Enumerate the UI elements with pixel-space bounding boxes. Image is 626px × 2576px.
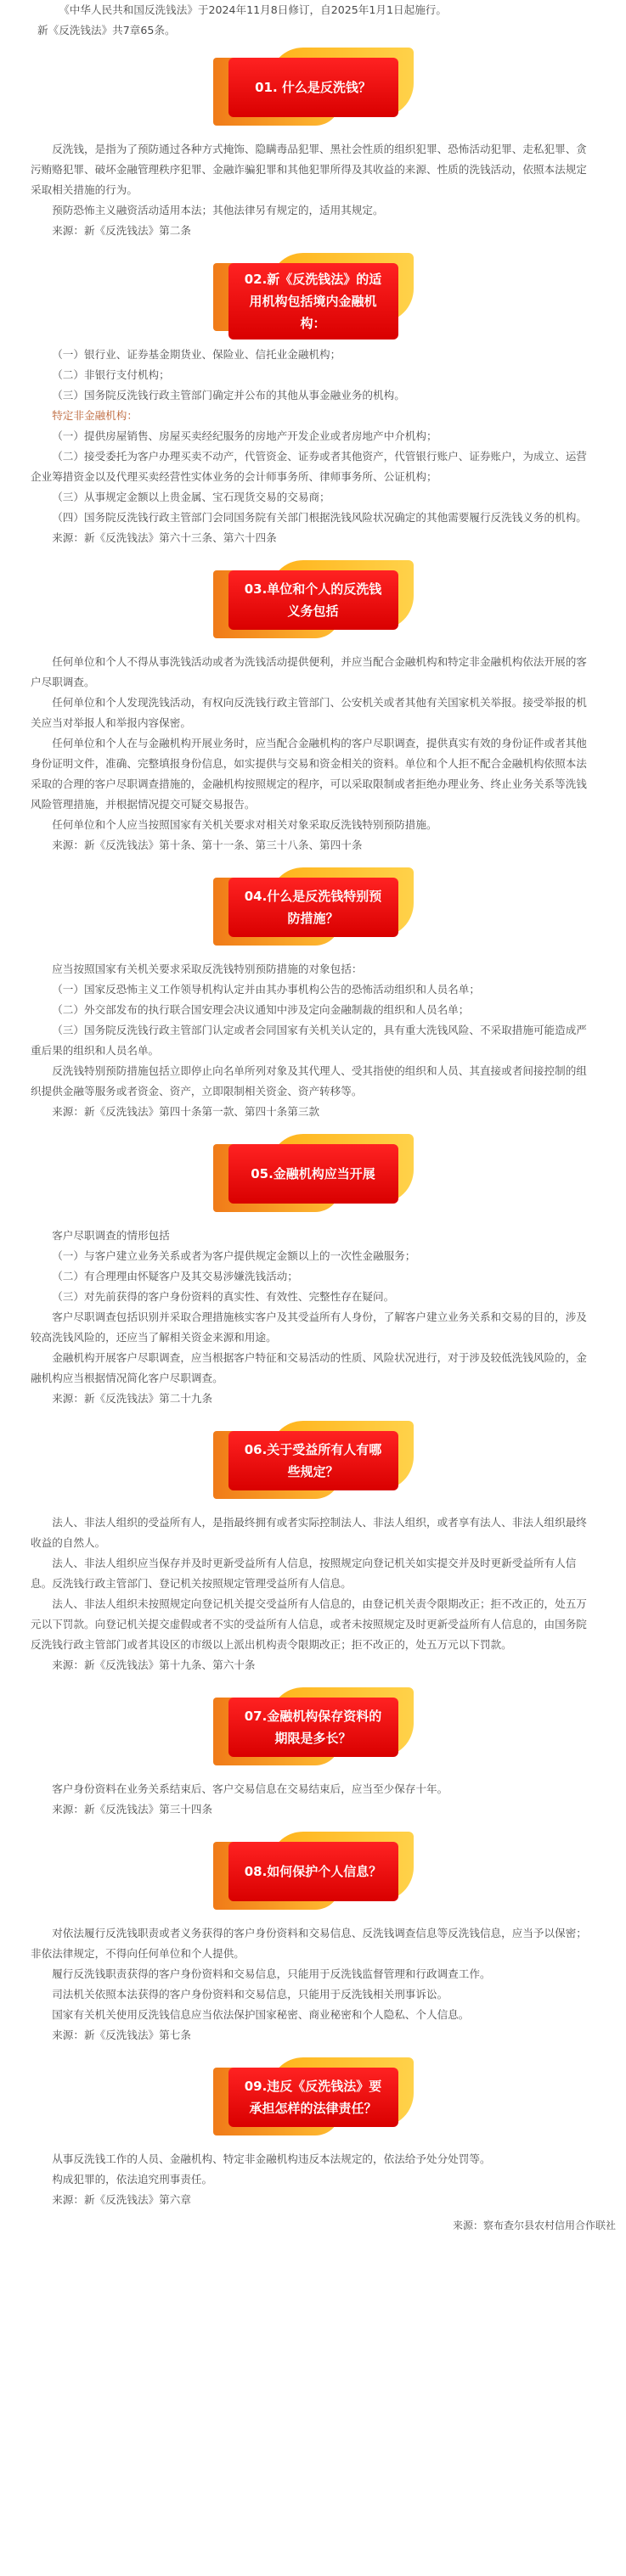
paragraph: 客户身份资料在业务关系结束后、客户交易信息在交易结束后，应当至少保存十年。 [52,1782,448,1795]
section-title-box [228,1431,398,1490]
section-title-box [228,1698,398,1757]
paragraph: （二）非银行支付机构； [52,368,170,381]
paragraph: （二）外交部发布的执行联合国安理会决议通知中涉及定向金融制裁的组织和人员名单； [52,1003,470,1016]
section-body [0,1923,626,2046]
section-header [0,1129,626,1221]
paragraph: 履行反洗钱职责获得的客户身份资料和交易信息，只能用于反洗钱监督管理和行政调查工作。 [52,1967,491,1980]
sections-container [0,42,626,2210]
section-title-box [228,878,398,937]
section-header [0,42,626,134]
section-title-box [228,263,398,340]
paragraph: 任何单位和个人发现洗钱活动，有权向反洗钱行政主管部门、公安机关或者其他有关国家机关举报。接受举报的机关应当对举报人和举报内容保密。 [31,696,587,729]
section-body [0,1226,626,1409]
section-source: 来源：新《反洗钱法》第六十三条、第六十四条 [52,531,277,544]
paragraph: 客户尽职调查包括识别并采取合理措施核实客户及其受益所有人身份，了解客户建立业务关系和交易的目的，涉及较高洗钱风险的，还应当了解相关资金来源和用途。 [31,1310,587,1344]
section-header [0,555,626,647]
section-title-box [228,1842,398,1901]
paragraph: 任何单位和个人应当按照国家有关机关要求对相关对象采取反洗钱特别预防措施。 [52,818,437,831]
paragraph: （一）提供房屋销售、房屋买卖经纪服务的房地产开发企业或者房地产中介机构； [52,429,437,442]
section-body [0,959,626,1122]
section-title: 09.违反《反洗钱法》要承担怎样的法律责任？ [244,2079,382,2116]
section-title: 08.如何保护个人信息？ [244,1864,382,1879]
paragraph: 对依法履行反洗钱职责或者义务获得的客户身份资料和交易信息、反洗钱调查信息等反洗钱信息，应当予以保密；非依法律规定，不得向任何单位和个人提供。 [31,1927,587,1960]
paragraph: 反洗钱，是指为了预防通过各种方式掩饰、隐瞒毒品犯罪、黑社会性质的组织犯罪、恐怖活动犯罪、走私犯罪、贪污贿赂犯罪、破坏金融管理秩序犯罪、金融诈骗犯罪和其他犯罪所得及其收益的来源、性质的洗钱活动，依照本法规定采取相关措施的行为。 [31,143,587,196]
section-title: 05.金融机构应当开展 [251,1166,375,1181]
paragraph: （一）银行业、证券基金期货业、保险业、信托业金融机构； [52,348,341,361]
paragraph: 预防恐怖主义融资活动适用本法；其他法律另有规定的，适用其规定。 [52,204,384,216]
section-body [0,1779,626,1820]
paragraph: （二）接受委托为客户办理买卖不动产，代管资金、证券或者其他资产，代管银行账户、证券账户，为成立、运营企业筹措资金以及代理买卖经营性实体业务的会计师事务所、律师事务所、公证机构； [31,450,587,483]
section-header [0,862,626,954]
section-source: 来源：新《反洗钱法》第四十条第一款、第四十条第三款 [52,1105,320,1118]
section-source: 来源：新《反洗钱法》第二十九条 [52,1392,213,1405]
section-body [0,139,626,241]
subheading: 特定非金融机构： [52,409,138,422]
paragraph: 国家有关机关使用反洗钱信息应当依法保护国家秘密、商业秘密和个人隐私、个人信息。 [52,2008,470,2021]
section-source: 来源：新《反洗钱法》第二条 [52,224,191,237]
section-body [0,2149,626,2210]
section-title: 04.什么是反洗钱特别预防措施？ [244,889,382,926]
section-source: 来源：新《反洗钱法》第三十四条 [52,1803,213,1816]
paragraph: 任何单位和个人在与金融机构开展业务时，应当配合金融机构的客户尽职调查，提供真实有效的身份证件或者其他身份证明文件，准确、完整填报身份信息，如实提供与交易和资金相关的资料。单位和个人拒不配合金融机构依照本法采取的合理的客户尽职调查措施的，金融机构按照规定的程序，可以采取限制或者拒绝办理业务、终止业务关系等洗钱风险管理措施，并根据情况提交可疑交易报告。 [31,737,587,811]
section-header [0,1827,626,1918]
section-title-box [228,1144,398,1204]
section-title: 03.单位和个人的反洗钱义务包括 [244,581,382,619]
paragraph: 任何单位和个人不得从事洗钱活动或者为洗钱活动提供便利，并应当配合金融机构和特定非金融机构依法开展的客户尽职调查。 [31,655,587,688]
intro-line-1: 《中华人民共和国反洗钱法》于2024年11月8日修订，自2025年1月1日起施行。 [59,3,447,16]
section-header [0,1416,626,1507]
paragraph: （三）国务院反洗钱行政主管部门确定并公布的其他从事金融业务的机构。 [52,389,405,401]
paragraph: （三）从事规定金额以上贵金属、宝石现货交易的交易商； [52,491,330,503]
section-header [0,248,626,340]
paragraph: 法人、非法人组织未按照规定向登记机关提交受益所有人信息的，由登记机关责令限期改正；拒不改正的，处五万元以下罚款。向登记机关提交虚假或者不实的受益所有人信息，或者未按照规定及时更新受益所有人信息的，由国务院反洗钱行政主管部门或者其设区的市级以上派出机构责令限期改正；拒不改正的，处五万元以下罚款。 [31,1597,587,1651]
paragraph: （四）国务院反洗钱行政主管部门会同国务院有关部门根据洗钱风险状况确定的其他需要履行反洗钱义务的机构。 [52,511,587,524]
section-title-box [228,2068,398,2127]
section-title: 06.关于受益所有人有哪些规定？ [244,1442,382,1479]
paragraph: 客户尽职调查的情形包括 [52,1229,170,1242]
section-title: 02.新《反洗钱法》的适用机构包括境内金融机构： [244,272,382,331]
paragraph: （一）与客户建立业务关系或者为客户提供规定金额以上的一次性金融服务； [52,1249,416,1262]
paragraph: 法人、非法人组织的受益所有人，是指最终拥有或者实际控制法人、非法人组织，或者享有法人、非法人组织最终收益的自然人。 [31,1516,587,1549]
paragraph: 司法机关依照本法获得的客户身份资料和交易信息，只能用于反洗钱相关刑事诉讼。 [52,1988,448,2001]
paragraph: （二）有合理理由怀疑客户及其交易涉嫌洗钱活动； [52,1270,298,1282]
section-header [0,2052,626,2144]
section-title: 07.金融机构保存资料的期限是多长？ [244,1709,382,1746]
paragraph: 构成犯罪的，依法追究刑事责任。 [52,2173,213,2186]
paragraph: 应当按照国家有关机关要求采取反洗钱特别预防措施的对象包括： [52,962,363,975]
paragraph: （三）国务院反洗钱行政主管部门认定或者会同国家有关机关认定的，具有重大洗钱风险、不采取措施可能造成严重后果的组织和人员名单。 [31,1024,587,1057]
footer-source: 来源：察布查尔县农村信用合作联社 [452,2220,616,2231]
paragraph: 反洗钱特别预防措施包括立即停止向名单所列对象及其代理人、受其指使的组织和人员、其直接或者间接控制的组织提供金融等服务或者资金、资产，立即限制相关资金、资产转移等。 [31,1064,587,1097]
section-title-box [228,570,398,630]
intro-line-2: 新《反洗钱法》共7章65条。 [37,24,176,36]
paragraph: （三）对先前获得的客户身份资料的真实性、有效性、完整性存在疑问。 [52,1290,395,1303]
paragraph: 金融机构开展客户尽职调查，应当根据客户特征和交易活动的性质、风险状况进行，对于涉及较低洗钱风险的，金融机构应当根据情况简化客户尽职调查。 [31,1351,587,1384]
section-body [0,652,626,856]
section-source: 来源：新《反洗钱法》第十条、第十一条、第三十八条、第四十条 [52,839,363,851]
section-header [0,1682,626,1774]
section-source: 来源：新《反洗钱法》第十九条、第六十条 [52,1658,256,1671]
section-source: 来源：新《反洗钱法》第六章 [52,2193,191,2206]
section-title: 01. 什么是反洗钱？ [255,80,371,95]
paragraph: 法人、非法人组织应当保存并及时更新受益所有人信息，按照规定向登记机关如实提交并及时更新受益所有人信息。反洗钱行政主管部门、登记机关按照规定管理受益所有人信息。 [31,1557,577,1590]
section-title-box [228,58,398,117]
section-body [0,345,626,548]
intro [0,0,626,41]
section-body [0,1512,626,1675]
section-source: 来源：新《反洗钱法》第七条 [52,2029,191,2041]
paragraph: 从事反洗钱工作的人员、金融机构、特定非金融机构违反本法规定的，依法给予处分处罚等。 [52,2152,491,2165]
paragraph: （一）国家反恐怖主义工作领导机构认定并由其办事机构公告的恐怖活动组织和人员名单； [52,983,480,996]
